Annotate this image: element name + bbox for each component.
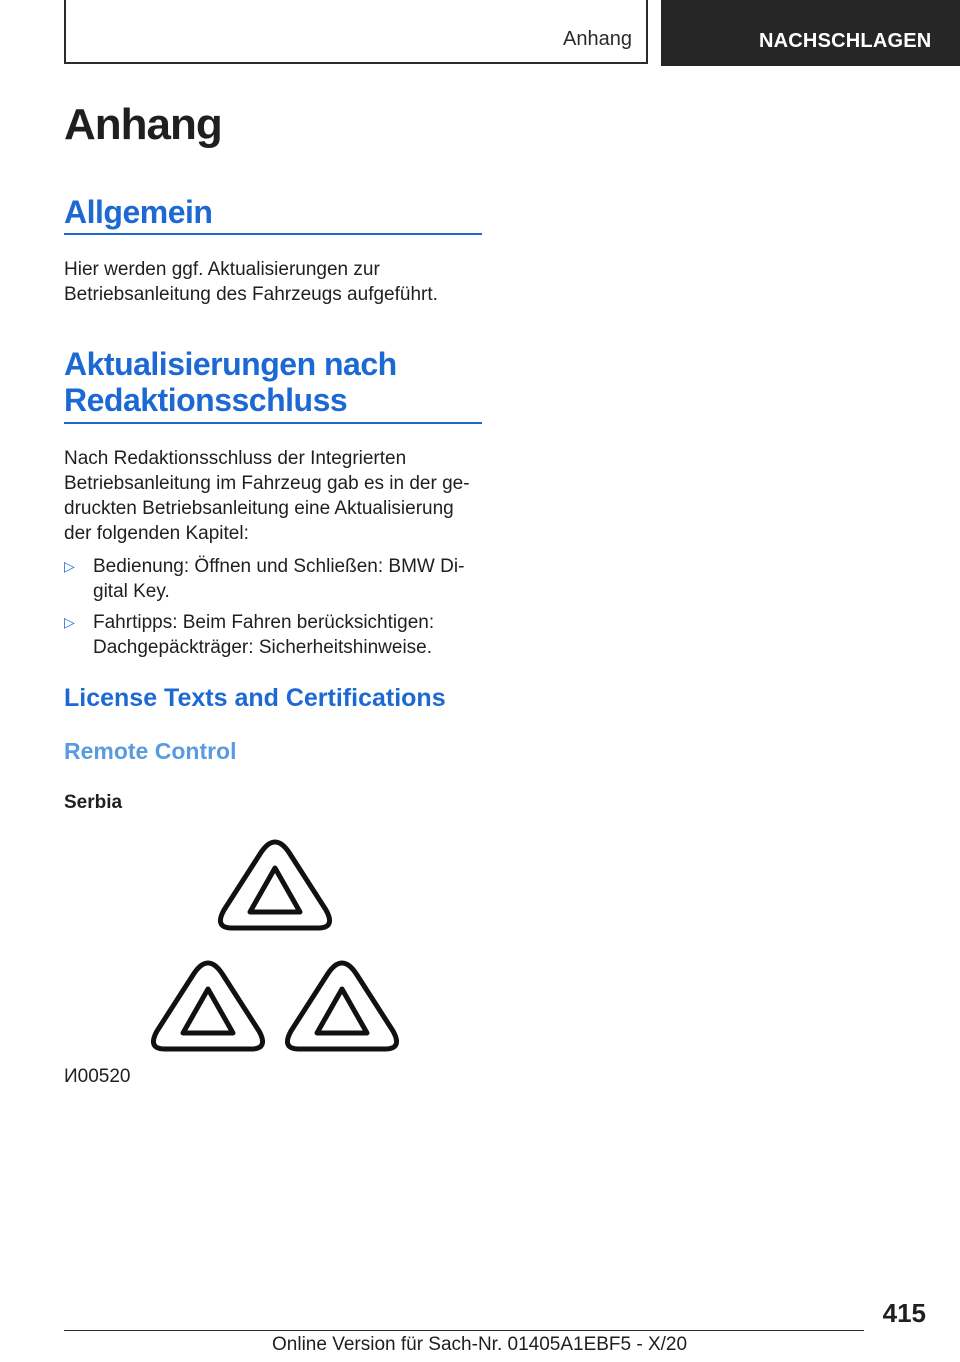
list-item	[64, 554, 482, 604]
header-chapter-tab: NACHSCHLAGEN	[661, 0, 960, 66]
header-section-box	[64, 0, 648, 64]
list-item	[64, 610, 482, 660]
certification-code: И00520	[64, 1066, 131, 1087]
bullet-triangle-icon: ▷	[64, 558, 75, 574]
list-item-text: Bedienung: Öffnen und Schließen: BMW Di-gital Key.	[93, 556, 465, 602]
heading-country: Serbia	[64, 792, 123, 813]
heading-rule-allgemein	[64, 233, 482, 235]
heading-updates-line2: Redaktionsschluss	[64, 382, 348, 418]
heading-updates	[64, 346, 482, 418]
heading-updates-line1: Aktualisierungen nach	[64, 346, 397, 382]
heading-allgemein: Allgemein	[64, 194, 213, 230]
list-item-text: Fahrtipps: Beim Fahren berücksichtigen: Dachgepäckträger: Sicherheitshinweise.	[93, 612, 435, 658]
footer-text: Online Version für Sach-Nr. 01405A1EBF5 - X/20	[272, 1334, 688, 1355]
header-section-label: Anhang	[563, 28, 632, 50]
heading-remote-control: Remote Control	[64, 738, 237, 764]
page-title: Anhang	[64, 100, 222, 149]
footer-rule	[64, 1330, 864, 1331]
bullet-triangle-icon: ▷	[64, 614, 75, 630]
general-paragraph: Hier werden ggf. Aktualisierungen zur Betriebsanleitung des Fahrzeugs aufgeführt.	[64, 259, 438, 305]
heading-license-texts: License Texts and Certifications	[64, 684, 446, 712]
updates-paragraph: Nach Redaktionsschluss der Integrierten Betriebsanleitung im Fahrzeug gab es in der ge-druckten Betriebsanleitung eine Aktualisierung der folgenden Kapitel:	[64, 448, 470, 544]
page-number: 415	[882, 1298, 926, 1328]
serbian-certification-mark-icon	[140, 830, 410, 1052]
heading-rule-updates	[64, 422, 482, 424]
